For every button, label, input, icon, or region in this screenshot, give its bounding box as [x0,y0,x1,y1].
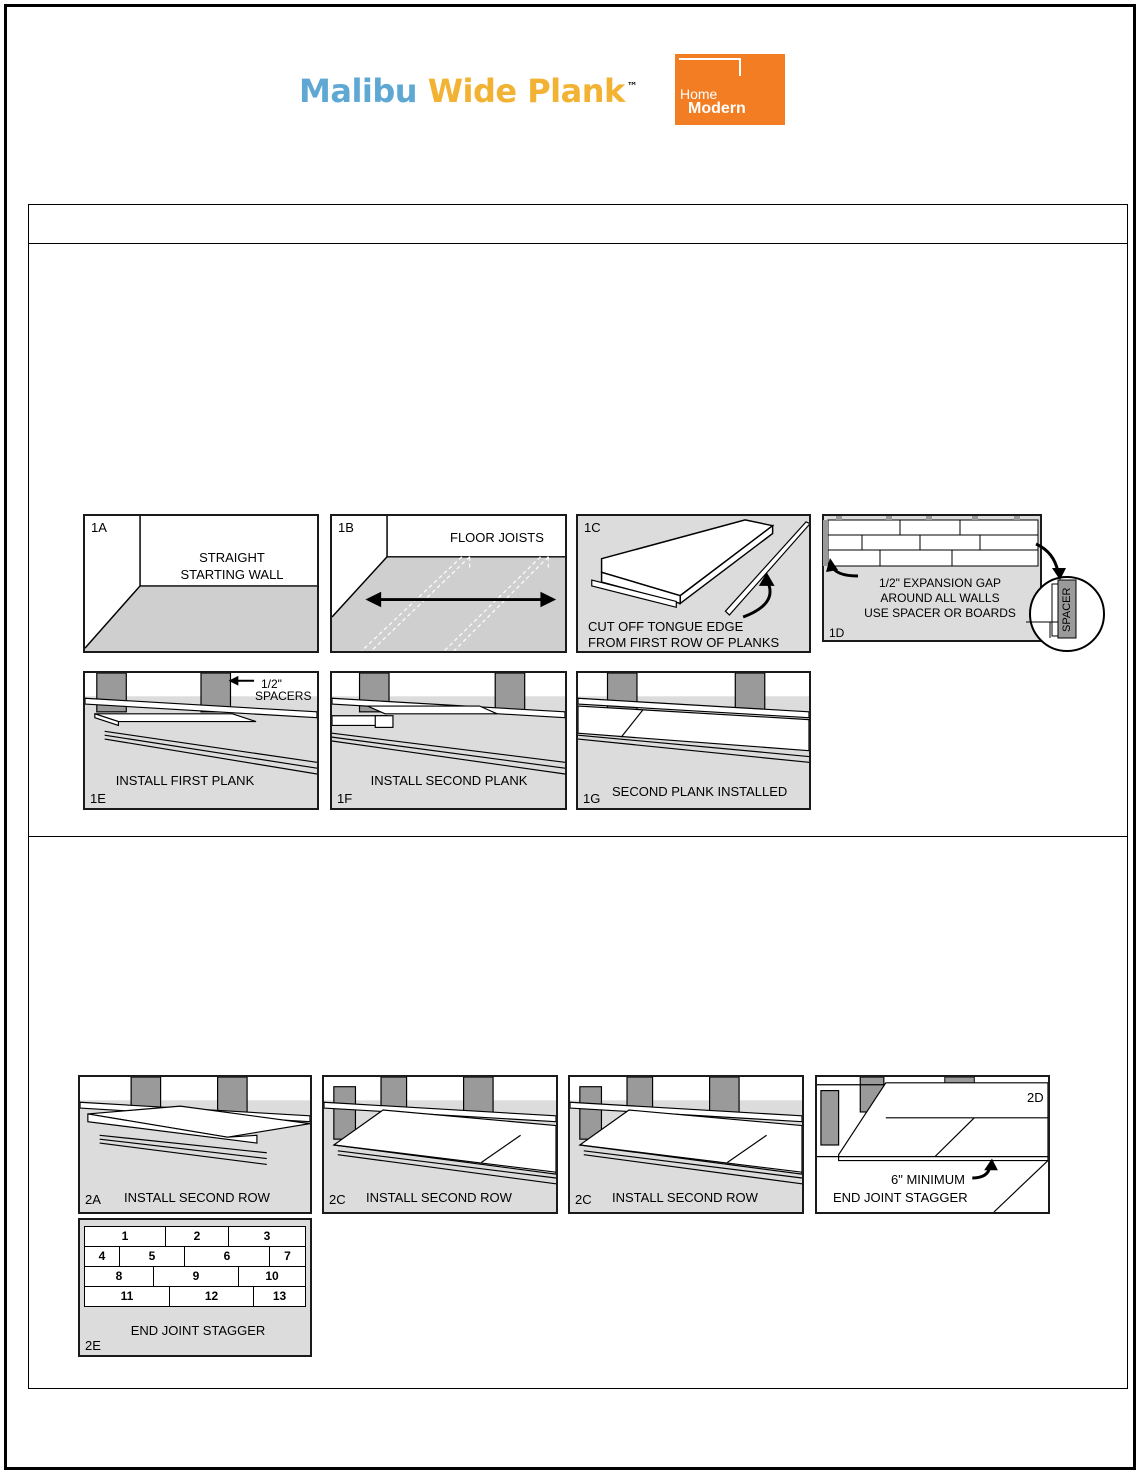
table-section-divider [28,836,1128,837]
caption: INSTALL SECOND ROW [366,1190,512,1205]
plank-cell: 1 [84,1227,165,1246]
stagger-row [84,1226,306,1246]
plank-cell: 6 [184,1247,269,1266]
figure-id: 1A [91,520,107,535]
caption: END JOINT STAGGER [130,1323,266,1338]
figure-1a-drawing [85,516,317,651]
logo-word-wide-plank: Wide Plank [427,72,625,110]
figure-2d [815,1075,1050,1214]
caption: FLOOR JOISTS [450,530,544,545]
figure-id: 1G [583,791,601,806]
logo-word-modern: Modern [688,100,746,117]
figure-id: 2A [85,1192,101,1207]
logo-word-malibu: Malibu [299,72,418,110]
figure-2e [78,1218,312,1357]
plank-cell: 4 [84,1247,119,1266]
figure-1c [576,514,811,653]
caption-line-2: FROM FIRST ROW OF PLANKS [588,635,780,650]
plank-cell: 3 [228,1227,306,1246]
figure-id: 2D [1027,1090,1044,1105]
table-header-divider [28,243,1128,244]
figure-1g [576,671,811,810]
logo-bracket-shape [679,58,741,76]
figure-2a [78,1075,312,1214]
plank-cell: 11 [84,1287,169,1306]
plank-cell: 7 [269,1247,306,1266]
plank-cell: 8 [84,1267,153,1286]
plank-cell: 13 [253,1287,306,1306]
figure-id: 1F [337,791,353,806]
logo-word-home: Home [680,86,718,102]
spacer-label: SPACER [1061,587,1073,632]
spacer-note-line-1: 1/2" [261,677,282,691]
caption-line-2: AROUND ALL WALLS [880,591,1000,605]
figure-id: 2C [575,1192,592,1207]
stagger-row [84,1286,306,1307]
plank-cell: 5 [119,1247,184,1266]
figure-1f [330,671,567,810]
home-modern-logo [675,54,785,125]
figure-id: 2E [85,1338,101,1353]
caption-line-1: STRAIGHT [199,550,265,565]
end-joint-stagger-grid [84,1226,306,1307]
figure-1e [83,671,319,810]
caption-line-2: STARTING WALL [180,567,284,582]
caption: INSTALL SECOND ROW [124,1190,270,1205]
figure-id: 2C [329,1192,346,1207]
figure-1d [822,514,1107,654]
spacer-note-line-2: SPACERS [255,689,312,703]
figure-id: 1C [584,520,601,535]
caption-line-1: 1/2" EXPANSION GAP [878,576,1002,590]
figure-id: 1E [90,791,106,806]
figure-id: 1B [338,520,354,535]
caption: INSTALL SECOND ROW [612,1190,758,1205]
figure-2c-first [322,1075,558,1214]
caption-line-3: USE SPACER OR BOARDS [864,606,1016,620]
malibu-wide-plank-logo [299,72,637,110]
caption: SECOND PLANK INSTALLED [612,784,788,799]
plank-cell: 2 [165,1227,228,1246]
caption: INSTALL FIRST PLANK [115,773,255,788]
stagger-row [84,1246,306,1266]
caption-line-1: 6" MINIMUM [891,1172,965,1187]
plank-cell: 10 [238,1267,306,1286]
trademark-symbol: ™ [626,80,638,94]
figure-1a [83,514,319,653]
caption-line-1: CUT OFF TONGUE EDGE [588,619,744,634]
caption: INSTALL SECOND PLANK [370,773,528,788]
caption-line-2: END JOINT STAGGER [833,1190,968,1205]
figure-1b [330,514,567,653]
plank-cell: 12 [169,1287,253,1306]
figure-2c-second [568,1075,804,1214]
stagger-row [84,1266,306,1286]
plank-cell: 9 [153,1267,238,1286]
figure-id: 1D [829,626,845,640]
